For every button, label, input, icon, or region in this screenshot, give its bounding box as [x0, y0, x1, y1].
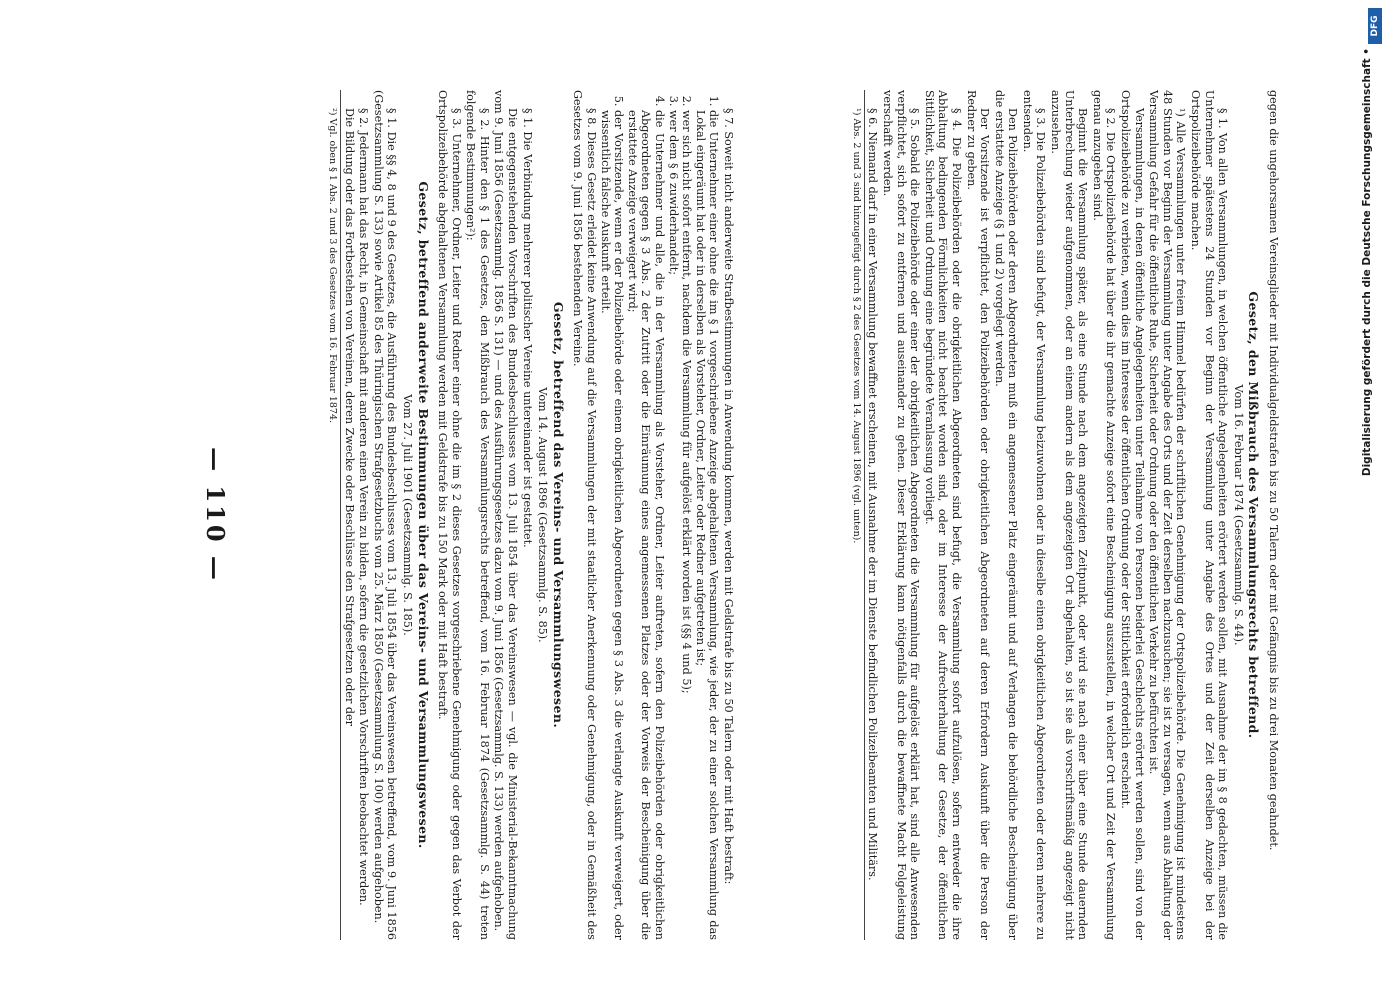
- list-item: 5. der Vorsitzende, wenn er der Polizeibehörde oder einem obrigkeitlichen Abgeordneten gegen § 3 Abs. 3 die verlangte Auskunft verweigert, oder wissentlich falsche Auskunft erteilt.: [598, 110, 625, 940]
- paragraph: § 3. Unternehmer, Ordner, Leiter und Redner einer ohne die im § 2 dieses Gesetzes vorgeschriebene Genehmigung oder gegen das Verbot der Ortspolizeibehörde abgehaltenen Versammlung werden mit Geldstrafe bis zu 150 Mark oder mit Haft bestraft.: [436, 90, 463, 940]
- law-date: Vom 16. Februar 1874 (Gesetzsammlg. S. 44).: [1231, 384, 1245, 646]
- page-number: — 110 —: [201, 447, 230, 583]
- law-heading: Gesetz, den Mißbrauch des Versammlungsrechts betreffend.: [1246, 291, 1262, 739]
- paragraph: § 3. Die Polizeibehörden sind befugt, der Versammlung beizuwohnen oder in dieselbe einen obrigkeitlichen Abgeordneten oder deren mehrere zu entsenden.: [1020, 90, 1048, 940]
- list-item: 1. die Unternehmer einer ohne die im § 1 vorgeschriebene Anzeige abgehaltenen Versammlung, wie jeder, der zu einer solchen Versammlung das Lokal eingeräumt hat oder in derselben als Vorsteher, Ordner, Leiter oder Redner aufgetreten ist;: [693, 110, 720, 940]
- paragraph: Die entgegenstehenden Vorschriften des Bundesbeschlusses vom 13. Juli 1854 über das Vereinswesen — vgl. die Ministerial-Bekanntmachung vom 9. Juni 1856 (Gesetzsammlg. 1856 S. 131) — und des Ausführungsgesetzes dazu vom 9. Juni 1856 (Gesetzsammlg. S. 133) werden aufgehoben.: [492, 90, 520, 940]
- footnote: ¹) Abs. 2 und 3 sind hinzugefügt durch § 2 des Gesetzes vom 14. August 1896 (vgl. unten).: [851, 90, 865, 940]
- right-column: [215, 90, 735, 940]
- paragraph: § 5. Sobald die Polizeibehörde oder einer der obrigkeitlichen Abgeordneten die Versammlung für aufgelöst erklärt hat, sind alle Anwesenden verpflichtet, sich sofort zu entfernen und auseinander zu gehen. Dieser Erklärung kann nötigenfalls durch die bewaffnete Macht Folgeleistung verschafft werden.: [880, 90, 922, 940]
- paragraph: § 2. Jedermann hat das Recht, in Gemeinschaft mit anderen einen Verein zu bilden, sofern die gesetzlichen Vorschriften beobachtet werden.: [357, 108, 371, 906]
- paragraph: § 6. Niemand darf in einer Versammlung bewaffnet erscheinen, mit Ausnahme der im Dienste befindlichen Polizeibeamten und Militärs.: [866, 108, 880, 881]
- law-heading: Gesetz, betreffend anderweite Bestimmungen über das Vereins- und Versammlungswesen.: [415, 181, 431, 849]
- paragraph: Versammlungen, in denen öffentliche Angelegenheiten unter Teilnahme von Personen beiderlei Geschlechts erörtert werden sollen, sind von der Ortspolizeibehörde zu verbieten, wenn dies im Interesse der öffentlichen Ordnung oder der Sittlichkeit erforderlich erscheint.: [1119, 90, 1146, 940]
- law-heading: Gesetz, betreffend das Vereins- und Versammlungswesen.: [550, 301, 566, 729]
- paragraph: § 4. Die Polizeibehörden oder die obrigkeitlichen Abgeordneten sind befugt, die Versammlung sofort aufzulösen, sofern entweder die ihre Abhaltung bedingenden Förmlichkeiten nicht beachtet worden sind, oder im Interesse der Aufrechterhaltung der Gesetze, der öffentlichen Sittlichkeit, Sicherheit und Ordnung eine begründete Veranlassung vorliegt.: [922, 90, 963, 940]
- dfg-logo: [1368, 8, 1382, 44]
- paragraph: § 2. Die Ortspolizeibehörde hat über die ihr gemachte Anzeige sofort eine Bescheinigung auszustellen, in welcher Ort und Zeit der Versammlung genau anzugeben sind.: [1090, 90, 1118, 940]
- list-item: 3. wer dem § 6 zuwiderhandelt;: [666, 110, 680, 940]
- dfg-logo-text: DFG: [1370, 15, 1380, 37]
- paragraph: § 1. Von allen Versammlungen, in welchen öffentliche Angelegenheiten erörtert werden sollen, mit Ausnahme der im § 8 gedachten, müssen die Unternehmer spätestens 24 Stunden vor Beginn der Versammlung unter Angabe des Ortes und der Zeit derselben Anzeige bei der Ortspolizeibehörde machen.: [1189, 90, 1230, 940]
- digitization-credit: [1352, 0, 1383, 1000]
- footnote: ²) Vgl. oben § 1 Abs. 2 und 3 des Gesetzes vom 16. Februar 1874.: [327, 90, 341, 940]
- credit-text: Digitalisierung gefördert durch die Deutsche Forschungsgemeinschaft •: [1361, 48, 1373, 477]
- list-item: 4. die Unternehmer und alle, die in der Versammlung als Vorsteher, Ordner, Leiter auftreten, sofern den Polizeibehörden oder obrigkeitlichen Abgeordneten gegen § 3 Abs. 2 der Zutritt oder die Einräumung eines angemessenen Platzes oder der Vorweis der Bescheinigung über die erstattete Anzeige verweigert wird;: [625, 110, 666, 940]
- law-date: Vom 14. August 1896 (Gesetzsammlg. S. 85).: [536, 387, 550, 643]
- law-date: Vom 27. Juli 1901 (Gesetzsammlg. S. 185).: [400, 394, 414, 636]
- paragraph: § 2. Hinter den § 1 des Gesetzes, den Mißbrauch des Versammlungsrechts betreffend, vom 16. Februar 1874 (Gesetzsammlg. S. 44) treten folgende Bestimmungen²):: [464, 90, 491, 940]
- paragraph: § 8. Dieses Gesetz erleidet keine Anwendung auf die Versammlungen der mit staatlicher Anerkennung oder Genehmigung, oder in Gemäßheit des Gesetzes vom 9. Juni 1856 bestehenden Vereine.: [571, 90, 599, 940]
- left-column: [760, 90, 1280, 940]
- penalty-list: [598, 90, 720, 940]
- paragraph: § 1. Die §§ 4, 8 und 9 des Gesetzes, die Ausführung des Bundesbeschlusses vom 13. Juli 1854 über das Vereinswesen betreffend, vom 9. Juni 1856 (Gesetzsammlung S. 133) sowie Artikel 85 des Thüringischen Strafgesetzbuchs vom 25. März 1850 (Gesetzsammlung S. 100) werden aufgehoben.: [371, 90, 399, 940]
- paragraph: ¹) Alle Versammlungen unter freiem Himmel bedürfen der schriftlichen Genehmigung der Ortspolizeibehörde. Die Genehmigung ist mindestens 48 Stunden vor Beginn der Versammlung unter Angabe des Orts und der Zeit derselben nachzusuchen; sie ist zu versagen, wenn aus Abhaltung der Versammlung Gefahr für die öffentliche Ruhe, Sicherheit oder Ordnung oder den öffentlichen Verkehr zu befürchten ist.: [1147, 90, 1188, 940]
- paragraph: Den Polizeibehörden oder deren Abgeordneten muß ein angemessener Platz eingeräumt und auf Verlangen die behördliche Bescheinigung über die erstattete Anzeige (§ 1 und 2) vorgelegt werden.: [992, 90, 1020, 940]
- paragraph: Beginnt die Versammlung später, als eine Stunde nach dem angezeigten Zeitpunkt, oder wird sie nach einer über eine Stunde dauernden Unterbrechung wieder aufgenommen, oder an einem andern als dem angezeigten Ort abgehalten, so ist sie als vorschriftsmäßig angezeigt nicht anzusehen.: [1049, 90, 1090, 940]
- paragraph: Der Vorsitzende ist verpflichtet, den Polizeibehörden oder obrigkeitlichen Abgeordneten auf deren Erfordern Auskunft über die Person der Redner zu geben.: [964, 90, 992, 940]
- paragraph: gegen die ungehorsamen Vereinsglieder mit Individualgeldstrafen bis zu 50 Talern oder mit Gefängnis bis zu drei Monaten geahndet.: [1267, 90, 1280, 851]
- paragraph: Die Bildung oder das Fortbestehen von Vereinen, deren Zwecke oder Beschlüsse den Strafgesetzen oder der: [342, 108, 356, 727]
- paragraph: § 7. Soweit nicht anderweite Strafbestimmungen in Anwendung kommen, werden mit Geldstrafe bis zu 50 Talern oder mit Haft bestraft:: [722, 108, 735, 885]
- rotated-page: [110, 90, 1280, 940]
- list-item: 2. wer sich nicht sofort entfernt, nachdem die Versammlung für aufgelöst erklärt worden ist (§§ 4 und 5);: [680, 110, 694, 940]
- paragraph: § 1. Die Verbindung mehrerer politischer Vereine untereinander ist gestattet.: [520, 108, 534, 548]
